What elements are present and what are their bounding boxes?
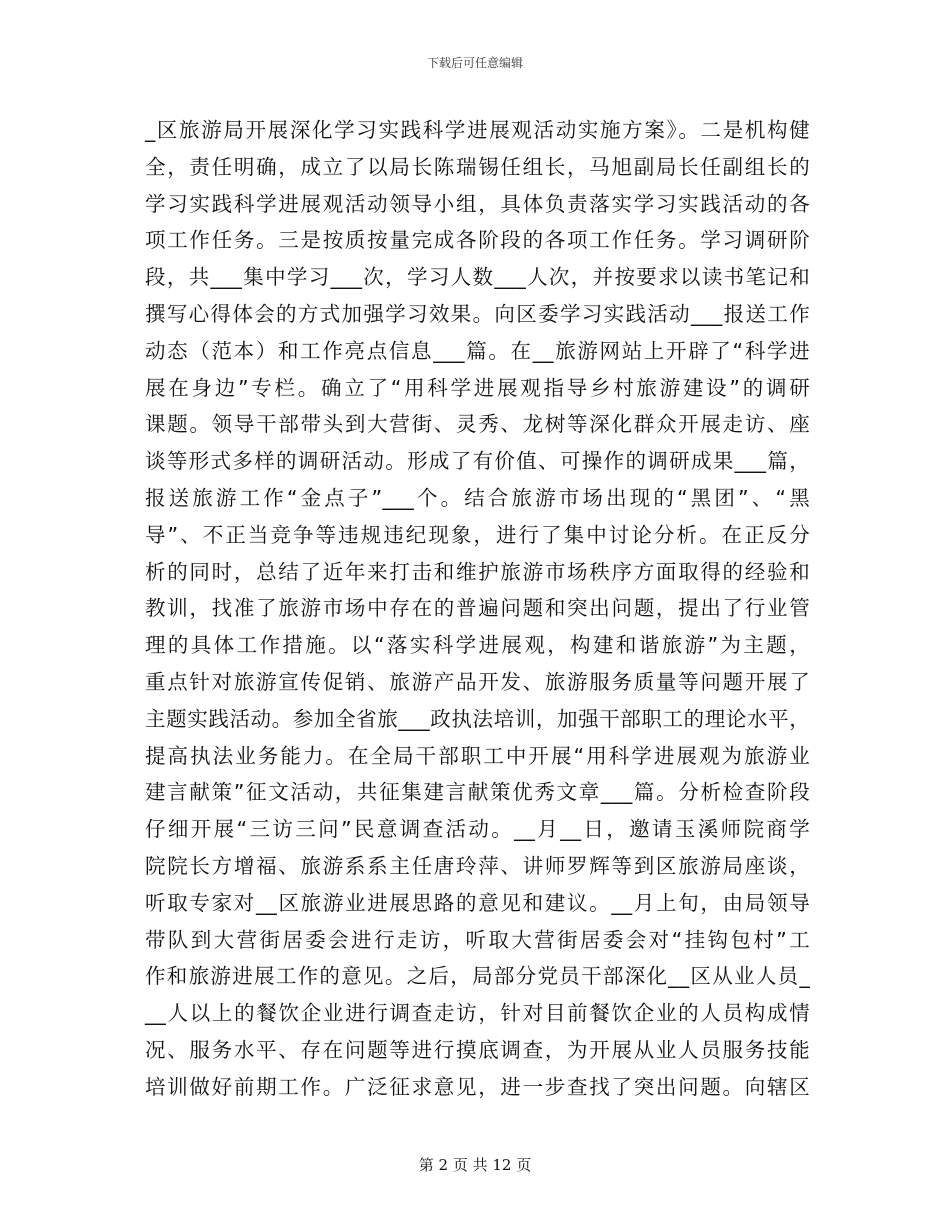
text-line: _区旅游局开展深化学习实践科学进展观活动实施方案》。二是机构健 bbox=[145, 118, 810, 142]
text-line: 撰写心得体会的方式加强学习效果。向区委学习实践活动___报送工作 bbox=[145, 301, 810, 326]
text-line: 项工作任务。三是按质按量完成各阶段的各项工作任务。学习调研阶 bbox=[145, 228, 810, 253]
text-line: 带队到大营街居委会进行走访，听取大营街居委会对“挂钩包村”工 bbox=[145, 927, 810, 952]
text-line: 重点针对旅游宣传促销、旅游产品开发、旅游服务质量等问题开展了 bbox=[145, 669, 810, 694]
text-line: 导”、不正当竞争等违规违纪现象，进行了集中讨论分析。在正反分 bbox=[145, 522, 810, 547]
text-line: 仔细开展“三访三问”民意调查活动。__月__日，邀请玉溪师院商学 bbox=[145, 817, 810, 842]
page-number: 第 2 页 共 12 页 bbox=[418, 1156, 532, 1174]
text-line: 报送旅游工作“金点子”___个。结合旅游市场出现的“黑团”、“黑 bbox=[145, 485, 810, 510]
text-line: __人以上的餐饮企业进行调查走访，针对目前餐饮企业的人员构成情 bbox=[145, 1001, 810, 1026]
text-line: 听取专家对__区旅游业进展思路的意见和建议。__月上旬，由局领导 bbox=[145, 890, 810, 915]
text-line: 展在身边”专栏。确立了“用科学进展观指导乡村旅游建设”的调研 bbox=[145, 375, 810, 400]
text-line: 段，共___集中学习___次，学习人数___人次，并按要求以读书笔记和 bbox=[145, 265, 810, 290]
text-line: 作和旅游进展工作的意见。之后，局部分党员干部深化__区从业人员_ bbox=[145, 964, 810, 989]
text-line: 学习实践科学进展观活动领导小组，具体负责落实学习实践活动的各 bbox=[145, 191, 810, 216]
text-line: 建言献策”征文活动，共征集建言献策优秀文章___篇。分析检查阶段 bbox=[145, 780, 810, 805]
document-body bbox=[145, 112, 810, 1106]
text-line: 提高执法业务能力。在全局干部职工中开展“用科学进展观为旅游业 bbox=[145, 743, 810, 768]
text-line: 培训做好前期工作。广泛征求意见，进一步查找了突出问题。向辖区 bbox=[145, 1074, 810, 1099]
text-line: 况、服务水平、存在问题等进行摸底调查，为开展从业人员服务技能 bbox=[145, 1037, 810, 1062]
text-line: 主题实践活动。参加全省旅___政执法培训，加强干部职工的理论水平， bbox=[145, 706, 810, 731]
text-line: 课题。领导干部带头到大营街、灵秀、龙树等深化群众开展走访、座 bbox=[145, 412, 810, 437]
text-line: 全，责任明确，成立了以局长陈瑞锡任组长，马旭副局长任副组长的 bbox=[145, 154, 810, 179]
text-line: 析的同时，总结了近年来打击和维护旅游市场秩序方面取得的经验和 bbox=[145, 559, 810, 584]
text-line: 院院长方增福、旅游系系主任唐玲萍、讲师罗辉等到区旅游局座谈， bbox=[145, 853, 810, 878]
header-note: 下载后可任意编辑 bbox=[426, 56, 523, 70]
text-line: 理的具体工作措施。以“落实科学进展观，构建和谐旅游”为主题， bbox=[145, 633, 810, 658]
text-line: 动态（范本）和工作亮点信息___篇。在__旅游网站上开辟了“科学进 bbox=[145, 338, 810, 363]
text-line: 谈等形式多样的调研活动。形成了有价值、可操作的调研成果___篇， bbox=[145, 449, 810, 474]
text-line: 教训，找准了旅游市场中存在的普遍问题和突出问题，提出了行业管 bbox=[145, 596, 810, 621]
